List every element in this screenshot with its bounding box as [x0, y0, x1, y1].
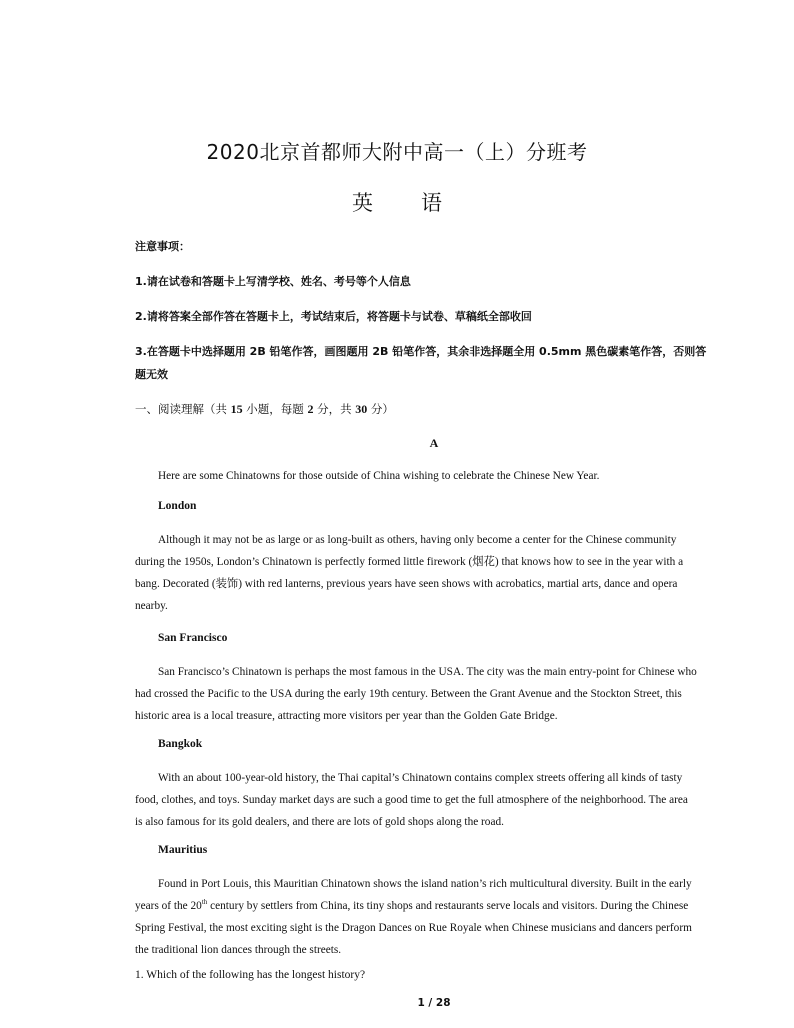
heading-london: London	[158, 500, 197, 512]
question-1: 1. Which of the following has the longest history?	[135, 969, 366, 981]
note-item-3: 3.在答题卡中选择题用 2B 铅笔作答，画图题用 2B 铅笔作答，其余非选择题全用 0.5mm 黑色碳素笔作答，否则答	[135, 345, 707, 358]
heading-bangkok: Bangkok	[158, 738, 203, 750]
page-number: 1 / 28	[417, 997, 451, 1009]
section-heading: 一、阅读理解（共 15 小题，每题 2 分，共 30 分）	[135, 402, 394, 416]
note-item-2: 2.请将答案全部作答在答题卡上，考试结束后，将答题卡与试卷、草稿纸全部收回	[135, 310, 532, 323]
paragraph-bangkok: With an about 100-year-old history, the Thai capital’s Chinatown contains complex streets offering all kinds of tasty food, clothes, and toys. Sunday market days are such a good time to get the full atmosphere of the neighborhood. The area is also famous for its gold dealers, and there are lots of gold shops along the road.	[135, 772, 688, 828]
heading-san-francisco: San Francisco	[158, 632, 228, 644]
exam-title: 2020北京首都师大附中高一（上）分班考	[206, 140, 588, 164]
paragraph-san-francisco: San Francisco’s Chinatown is perhaps the most famous in the USA. The city was the main entry-point for Chinese who had crossed the Pacific to the USA during the early 19th century. Between the Grant Avenue and the Stockton Street, this historic area is a local treasure, attracting more visitors per year than the Golden Gate Bridge.	[135, 666, 697, 722]
subject-char-1: 英	[352, 191, 373, 215]
passage-letter: A	[429, 436, 439, 450]
heading-mauritius: Mauritius	[158, 844, 208, 856]
subject-title	[0, 187, 794, 217]
passage-intro: Here are some Chinatowns for those outside of China wishing to celebrate the Chinese New Year.	[158, 470, 600, 482]
note-item-3-cont: 题无效	[135, 368, 168, 381]
subject-char-2: 语	[421, 191, 442, 215]
notes-heading: 注意事项：	[135, 240, 190, 253]
paragraph-london: Although it may not be as large or as long-built as others, having only become a center for the Chinese community during the 1950s, London’s Chinatown is perfectly formed little firework (烟花) that knows how to see in the year with a bang. Decorated (装饰) with red lanterns, previous years have seen shows with acrobatics, martial arts, dance and opera nearby.	[135, 534, 684, 612]
note-item-1: 1.请在试卷和答题卡上写清学校、姓名、考号等个人信息	[135, 275, 411, 288]
paragraph-mauritius: Found in Port Louis, this Mauritian Chinatown shows the island nation’s rich multicultural diversity. Built in the early years of the 20th century by settlers from China, its tiny shops and restaurants serve locals and visitors. During the Chinese Spring Festival, the most exciting sight is the Dragon Dances on Rue Royale when Chinese musicians and dancers perform the traditional lion dances through the streets.	[135, 878, 692, 956]
